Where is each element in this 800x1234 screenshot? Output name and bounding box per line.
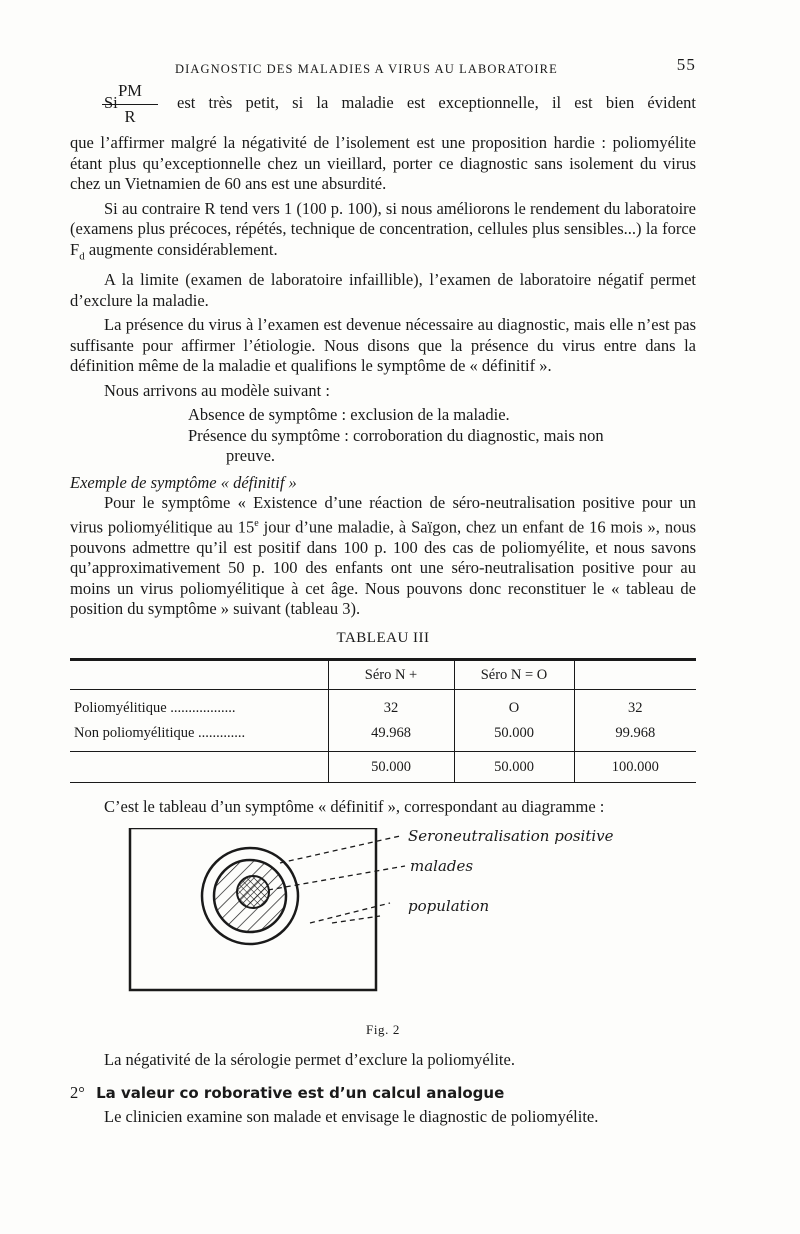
table-row: [70, 721, 696, 746]
row-label: Non poliomyélitique .............: [74, 724, 246, 741]
figure-caption: Fig. 2: [366, 1021, 400, 1037]
paragraph-2: Si au contraire R tend vers 1 (100 p. 100), si nous améliorons le rendement du laboratoire (examens plus précoces, répétés, technique de concentration, cellules plus sensibles...) la force $F_d$ augmente considérablement.: [70, 198, 696, 262]
paragraph-7: C’est le tableau d’un symptôme « définitif », correspondant au diagramme :: [104, 797, 605, 817]
label-population: population: [408, 896, 490, 915]
total-cell: 50.000: [328, 752, 454, 783]
fraction-line: [70, 81, 696, 133]
table-total-row: [70, 752, 696, 783]
fraction-denominator: R: [124, 106, 136, 126]
leader-line-malades: [268, 866, 405, 890]
cell: O: [454, 696, 574, 721]
paragraph-6: Pour le symptôme « Existence d’une réaction de séro-neutralisation positive pour un virus poliomyélitique au 15e jour d’une maladie, à Saïgon, chez un enfant de 16 mois », nous pouvons admettre qu’il est positif dans 100 p. 100 des cas de poliomyélite, et nous savons qu’approximativement 50 p. 100 des enfants ont une séro-neutralisation positive pour au moins un virus poliomyélitique à cet âge. Nous pouvons donc reconstituer le « tableau de position du symptôme » suivant (tableau 3).: [70, 493, 697, 619]
table-3: [70, 658, 696, 783]
paragraph-1: que l’affirmer malgré la négativité de l’isolement est une proposition hardie : poliomyélite étant plus qu’exceptionnelle chez un vieillard, porter ce diagnostic sans isolement du virus chez un Vietnamien de 60 ans est une absurdité.: [70, 133, 696, 193]
header-title: DIAGNOSTIC DES MALADIES A VIRUS AU LABORATOIRE: [175, 62, 558, 76]
section-title: La valeur co roborative est d’un calcul analogue: [96, 1083, 505, 1102]
label-malades: malades: [410, 856, 474, 875]
paragraph-3: A la limite (examen de laboratoire infaillible), l’examen de laboratoire négatif permet d’exclure la maladie.: [70, 270, 696, 310]
fraction-bar: [102, 104, 158, 105]
venn-diagram: [70, 828, 696, 1018]
cell: 50.000: [454, 721, 574, 746]
fraction-numerator: PM: [118, 81, 142, 100]
model-list: [188, 405, 696, 467]
model-item-presence: Présence du symptôme : corroboration du diagnostic, mais non: [188, 425, 604, 445]
col-header-sero-pos: Séro N +: [328, 661, 454, 690]
section-number: 2°: [70, 1082, 85, 1102]
figure-2: [70, 828, 696, 1018]
paragraph-5: Nous arrivons au modèle suivant :: [104, 380, 330, 400]
col-header-sero-neg: Séro N = O: [454, 661, 574, 690]
paragraph-4: La présence du virus à l’examen est devenue nécessaire au diagnostic, mais elle n’est pas suffisante pour affirmer l’étiologie. Nous disons que la présence du virus entre dans la définition même de la maladie et qualifions le symptôme de « définitif ».: [70, 315, 696, 376]
leader-line-population-2: [332, 916, 380, 923]
section-heading: [70, 1083, 696, 1104]
model-item-absence: Absence de symptôme : exclusion de la maladie.: [188, 405, 510, 425]
row-label: Poliomyélitique ..................: [74, 700, 236, 717]
leader-line-sero: [280, 836, 400, 863]
malades-disc: [237, 876, 269, 908]
example-heading: Exemple de symptôme « définitif »: [70, 472, 297, 492]
label-seroneutralisation: Seroneutralisation positive: [408, 826, 614, 845]
cell: 99.968: [574, 721, 696, 746]
model-item-presence-cont: preuve.: [226, 446, 276, 466]
fraction-si: Si: [104, 93, 118, 112]
running-header: [70, 55, 696, 81]
fraction-rest: est très petit, si la maladie est exceptionnelle, il est bien évident: [177, 93, 696, 112]
table-header-row: [70, 661, 696, 690]
page-number: 55: [676, 55, 696, 74]
cell: 49.968: [328, 721, 454, 746]
cell: 32: [328, 696, 454, 721]
page: [70, 55, 696, 1132]
paragraph-9: Le clinicien examine son malade et envisage le diagnostic de poliomyélite.: [104, 1107, 599, 1127]
fraction: [102, 81, 158, 127]
total-cell: 50.000: [454, 752, 574, 783]
paragraph-8: La négativité de la sérologie permet d’exclure la poliomyélite.: [104, 1050, 515, 1070]
total-cell: 100.000: [574, 752, 696, 783]
table-title: TABLEAU III: [336, 629, 430, 646]
table-row: [70, 696, 696, 721]
cell: 32: [574, 696, 696, 721]
